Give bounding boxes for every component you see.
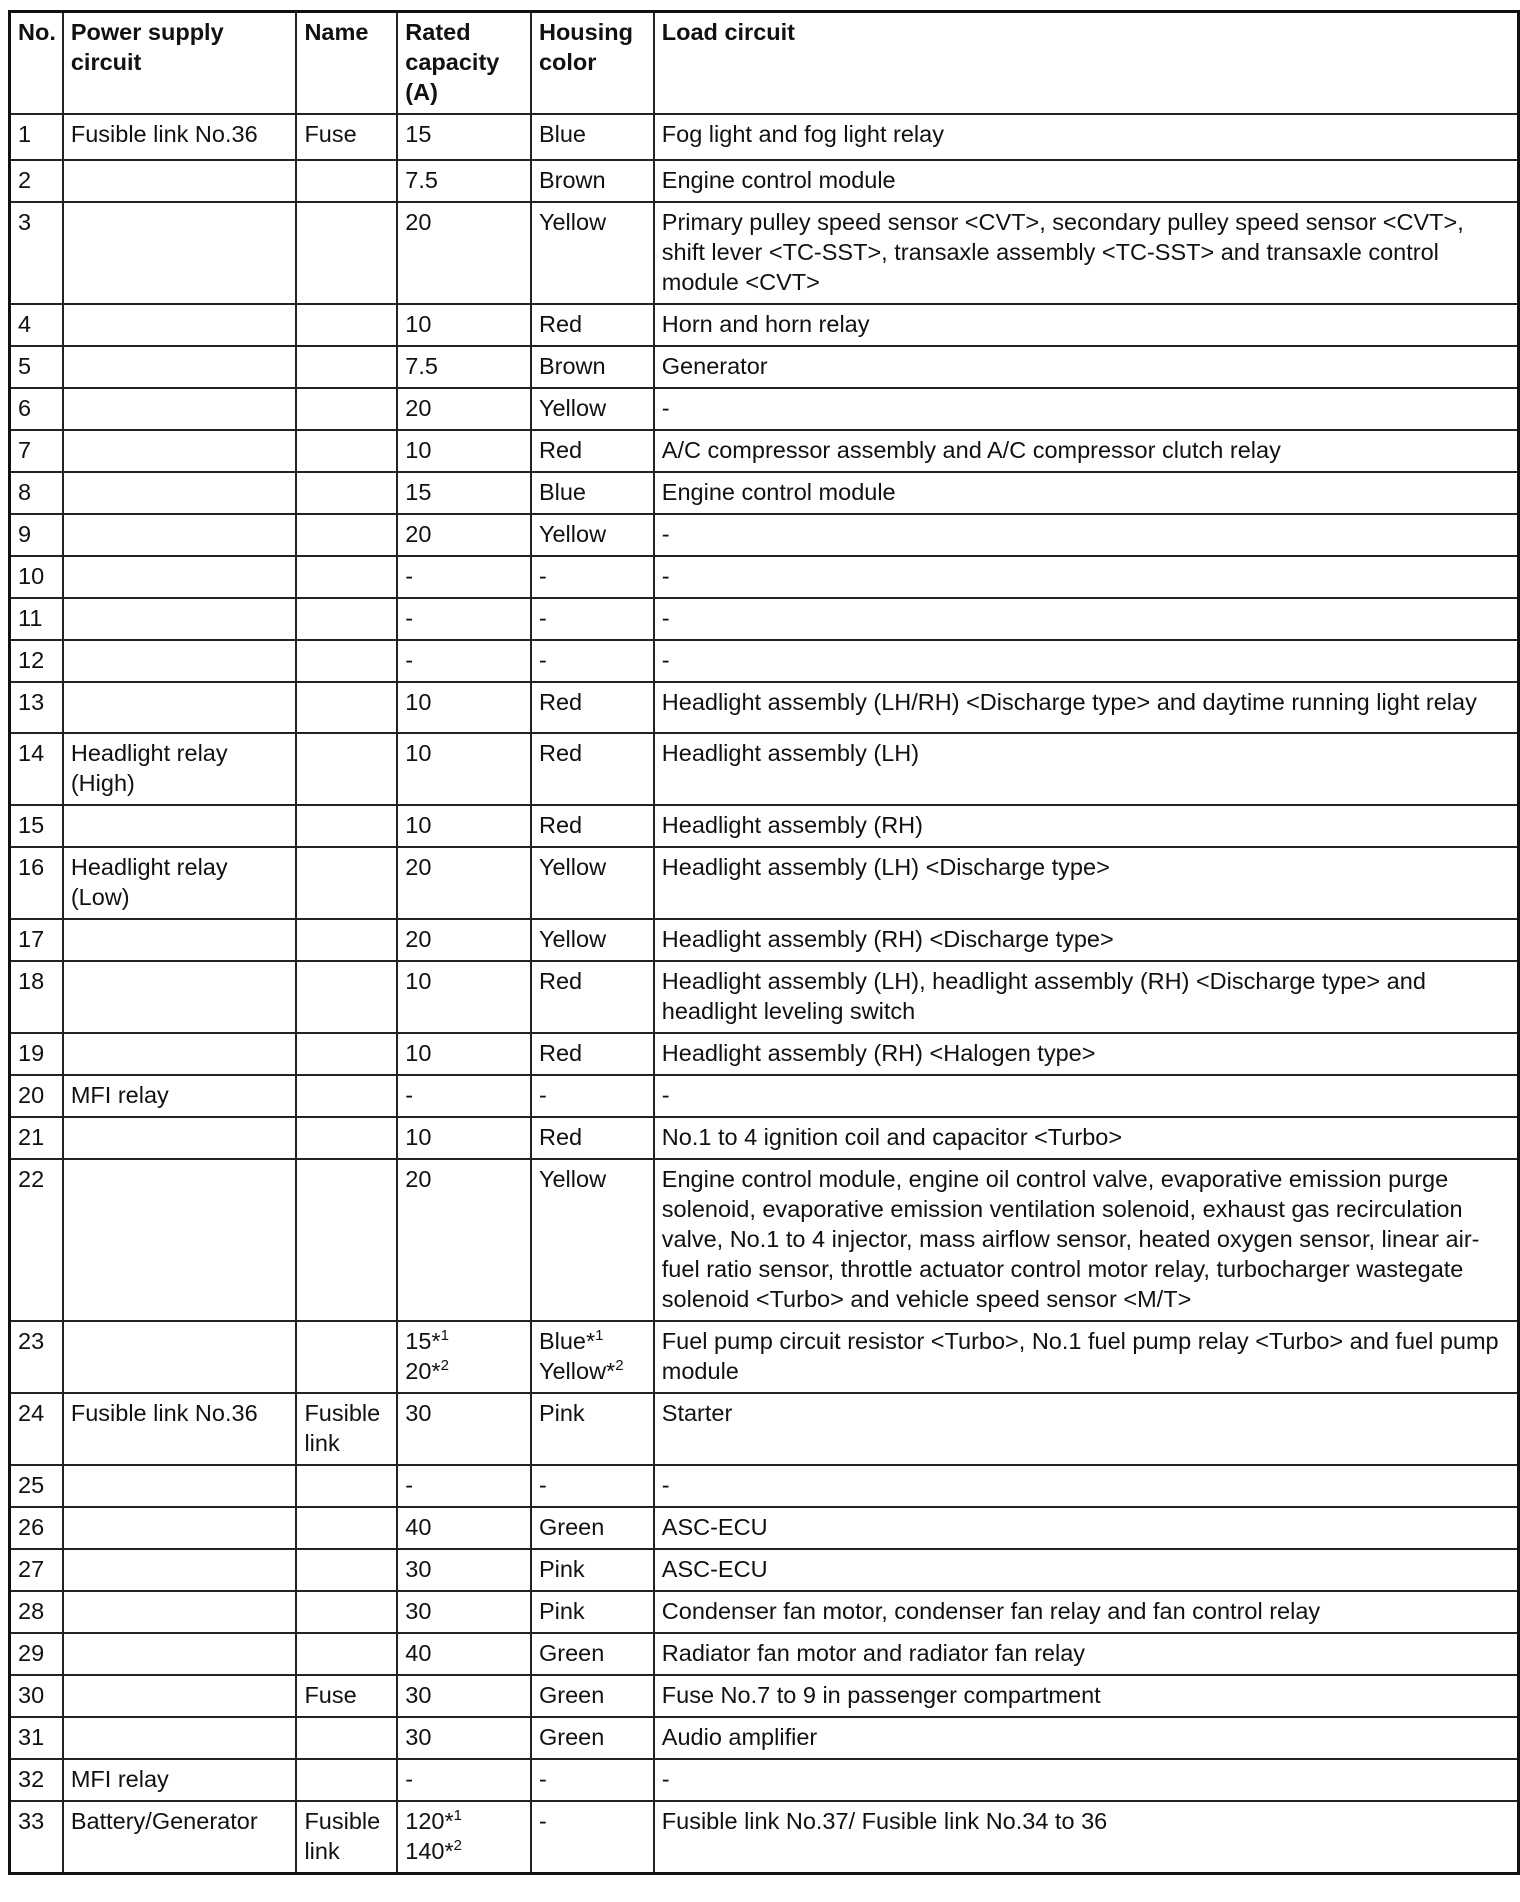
cell-power-supply-circuit: Headlight relay (Low) <box>63 847 297 919</box>
cell-rated-capacity: - <box>397 598 531 640</box>
cell-no: 20 <box>10 1075 63 1117</box>
cell-no: 17 <box>10 919 63 961</box>
table-row <box>10 1117 1519 1159</box>
cell-no: 27 <box>10 1549 63 1591</box>
cell-load-circuit: Fuel pump circuit resistor <Turbo>, No.1 fuel pump relay <Turbo> and fuel pump module <box>654 1321 1519 1393</box>
footnote-marker: 2 <box>453 1837 462 1854</box>
cell-name <box>296 1159 397 1321</box>
header-no: No. <box>10 12 63 115</box>
cell-name <box>296 1321 397 1393</box>
table-row <box>10 304 1519 346</box>
cell-load-circuit: Headlight assembly (RH) <Discharge type> <box>654 919 1519 961</box>
cell-name <box>296 919 397 961</box>
table-row <box>10 114 1519 160</box>
cell-load-circuit: Starter <box>654 1393 1519 1465</box>
table-row <box>10 919 1519 961</box>
cell-load-circuit: Condenser fan motor, condenser fan relay and fan control relay <box>654 1591 1519 1633</box>
cell-power-supply-circuit <box>63 202 297 304</box>
cell-name <box>296 388 397 430</box>
table-row <box>10 805 1519 847</box>
cell-load-circuit: - <box>654 598 1519 640</box>
table-row <box>10 472 1519 514</box>
cell-rated-capacity: 20 <box>397 514 531 556</box>
cell-housing-color: Yellow <box>531 388 654 430</box>
value-text: 120* <box>405 1808 454 1834</box>
cell-power-supply-circuit <box>63 1717 297 1759</box>
cell-load-circuit: Headlight assembly (LH) <Discharge type> <box>654 847 1519 919</box>
cell-housing-color: Yellow <box>531 847 654 919</box>
fuse-table <box>8 10 1520 1875</box>
table-row <box>10 640 1519 682</box>
table-row <box>10 682 1519 733</box>
cell-name <box>296 1033 397 1075</box>
cell-rated-capacity: 10 <box>397 682 531 733</box>
cell-power-supply-circuit <box>63 1507 297 1549</box>
table-row <box>10 1591 1519 1633</box>
cell-power-supply-circuit <box>63 1321 297 1393</box>
footnote-marker: 1 <box>440 1327 449 1344</box>
cell-housing-color: Red <box>531 805 654 847</box>
cell-rated-capacity: 15 <box>397 472 531 514</box>
cell-rated-capacity: 10 <box>397 1033 531 1075</box>
cell-rated-capacity: - <box>397 1759 531 1801</box>
cell-load-circuit: - <box>654 1465 1519 1507</box>
cell-name <box>296 847 397 919</box>
table-row <box>10 556 1519 598</box>
cell-power-supply-circuit: MFI relay <box>63 1075 297 1117</box>
cell-no: 2 <box>10 160 63 202</box>
cell-housing-color: - <box>531 640 654 682</box>
cell-power-supply-circuit <box>63 556 297 598</box>
cell-no: 26 <box>10 1507 63 1549</box>
cell-housing-color: Pink <box>531 1393 654 1465</box>
table-row <box>10 1759 1519 1801</box>
cell-rated-capacity: 30 <box>397 1717 531 1759</box>
cell-no: 7 <box>10 430 63 472</box>
cell-rated-capacity: - <box>397 1075 531 1117</box>
table-row <box>10 1507 1519 1549</box>
cell-housing-color: Red <box>531 682 654 733</box>
table-row <box>10 961 1519 1033</box>
cell-name <box>296 430 397 472</box>
cell-power-supply-circuit <box>63 1159 297 1321</box>
cell-housing-color: Pink <box>531 1549 654 1591</box>
cell-power-supply-circuit <box>63 1633 297 1675</box>
cell-load-circuit: ASC-ECU <box>654 1549 1519 1591</box>
cell-power-supply-circuit: Fusible link No.36 <box>63 1393 297 1465</box>
cell-power-supply-circuit <box>63 1117 297 1159</box>
cell-name: Fusible link <box>296 1393 397 1465</box>
cell-housing-color: Red <box>531 1117 654 1159</box>
cell-name: Fusible link <box>296 1801 397 1874</box>
cell-power-supply-circuit: Battery/Generator <box>63 1801 297 1874</box>
header-name: Name <box>296 12 397 115</box>
value-text: 15* <box>405 1328 441 1354</box>
cell-housing-color: Yellow <box>531 1159 654 1321</box>
footnote-marker: 1 <box>453 1807 462 1824</box>
cell-power-supply-circuit: Headlight relay (High) <box>63 733 297 805</box>
cell-load-circuit: A/C compressor assembly and A/C compressor clutch relay <box>654 430 1519 472</box>
table-row <box>10 598 1519 640</box>
cell-rated-capacity: - <box>397 1465 531 1507</box>
cell-no: 19 <box>10 1033 63 1075</box>
table-row <box>10 1549 1519 1591</box>
cell-no: 13 <box>10 682 63 733</box>
cell-no: 5 <box>10 346 63 388</box>
cell-name <box>296 202 397 304</box>
cell-power-supply-circuit <box>63 304 297 346</box>
cell-power-supply-circuit <box>63 1549 297 1591</box>
cell-no: 9 <box>10 514 63 556</box>
cell-rated-capacity: 10 <box>397 430 531 472</box>
cell-name <box>296 1465 397 1507</box>
cell-housing-color: Red <box>531 430 654 472</box>
cell-name <box>296 805 397 847</box>
cell-load-circuit: Headlight assembly (LH/RH) <Discharge type> and daytime running light relay <box>654 682 1519 733</box>
cell-housing-color: Green <box>531 1507 654 1549</box>
cell-rated-capacity: 30 <box>397 1549 531 1591</box>
cell-load-circuit: Headlight assembly (RH) <box>654 805 1519 847</box>
cell-power-supply-circuit <box>63 1465 297 1507</box>
cell-power-supply-circuit: MFI relay <box>63 1759 297 1801</box>
cell-load-circuit: Fusible link No.37/ Fusible link No.34 to 36 <box>654 1801 1519 1874</box>
table-body <box>10 114 1519 1874</box>
cell-no: 25 <box>10 1465 63 1507</box>
cell-rated-capacity: 40 <box>397 1507 531 1549</box>
cell-rated-capacity: 20 <box>397 388 531 430</box>
cell-no: 15 <box>10 805 63 847</box>
cell-rated-capacity: 10 <box>397 304 531 346</box>
value-text: 20* <box>405 1358 441 1384</box>
table-row <box>10 1393 1519 1465</box>
table-row <box>10 1033 1519 1075</box>
table-row <box>10 847 1519 919</box>
cell-rated-capacity: 20 <box>397 202 531 304</box>
cell-no: 8 <box>10 472 63 514</box>
cell-power-supply-circuit <box>63 346 297 388</box>
cell-rated-capacity: 20 <box>397 1159 531 1321</box>
table-row <box>10 346 1519 388</box>
cell-load-circuit: ASC-ECU <box>654 1507 1519 1549</box>
cell-load-circuit: - <box>654 388 1519 430</box>
cell-housing-color: Blue <box>531 472 654 514</box>
cell-power-supply-circuit <box>63 598 297 640</box>
cell-no: 22 <box>10 1159 63 1321</box>
cell-load-circuit: Generator <box>654 346 1519 388</box>
cell-no: 1 <box>10 114 63 160</box>
header-power-supply-circuit: Power supply circuit <box>63 12 297 115</box>
cell-load-circuit: Fog light and fog light relay <box>654 114 1519 160</box>
cell-name <box>296 160 397 202</box>
cell-load-circuit: - <box>654 1075 1519 1117</box>
cell-name <box>296 1633 397 1675</box>
cell-name <box>296 1117 397 1159</box>
cell-power-supply-circuit <box>63 919 297 961</box>
cell-load-circuit: Headlight assembly (RH) <Halogen type> <box>654 1033 1519 1075</box>
value-text: Yellow* <box>538 1358 616 1384</box>
cell-name <box>296 304 397 346</box>
cell-name <box>296 472 397 514</box>
cell-housing-color: Green <box>531 1633 654 1675</box>
cell-no: 28 <box>10 1591 63 1633</box>
cell-housing-color: - <box>531 1075 654 1117</box>
table-row <box>10 202 1519 304</box>
cell-housing-color: Yellow <box>531 202 654 304</box>
cell-no: 11 <box>10 598 63 640</box>
cell-rated-capacity: 15 <box>397 114 531 160</box>
cell-no: 32 <box>10 1759 63 1801</box>
cell-rated-capacity: 10 <box>397 1117 531 1159</box>
cell-rated-capacity: 10 <box>397 733 531 805</box>
cell-no: 18 <box>10 961 63 1033</box>
cell-load-circuit: Fuse No.7 to 9 in passenger compartment <box>654 1675 1519 1717</box>
cell-power-supply-circuit <box>63 682 297 733</box>
cell-power-supply-circuit <box>63 514 297 556</box>
cell-power-supply-circuit <box>63 472 297 514</box>
table-row <box>10 1633 1519 1675</box>
cell-rated-capacity: 7.5 <box>397 160 531 202</box>
cell-no: 14 <box>10 733 63 805</box>
cell-load-circuit: No.1 to 4 ignition coil and capacitor <Turbo> <box>654 1117 1519 1159</box>
cell-power-supply-circuit <box>63 430 297 472</box>
cell-housing-color: Blue <box>531 114 654 160</box>
cell-housing-color: Green <box>531 1675 654 1717</box>
table-row <box>10 733 1519 805</box>
cell-load-circuit: - <box>654 1759 1519 1801</box>
cell-housing-color: Yellow <box>531 919 654 961</box>
cell-power-supply-circuit <box>63 160 297 202</box>
cell-load-circuit: Headlight assembly (LH), headlight assembly (RH) <Discharge type> and headlight leveling switch <box>654 961 1519 1033</box>
header-housing-color: Housing color <box>531 12 654 115</box>
cell-name <box>296 598 397 640</box>
cell-power-supply-circuit <box>63 1033 297 1075</box>
cell-name <box>296 346 397 388</box>
table-row <box>10 1465 1519 1507</box>
table-row <box>10 1801 1519 1874</box>
cell-name <box>296 556 397 598</box>
cell-name <box>296 733 397 805</box>
cell-load-circuit: Radiator fan motor and radiator fan relay <box>654 1633 1519 1675</box>
cell-name <box>296 1507 397 1549</box>
cell-housing-color: Red <box>531 304 654 346</box>
cell-rated-capacity: - <box>397 640 531 682</box>
cell-housing-color: Brown <box>531 346 654 388</box>
cell-housing-color: Brown <box>531 160 654 202</box>
cell-rated-capacity <box>397 1801 531 1874</box>
cell-power-supply-circuit <box>63 640 297 682</box>
cell-name: Fuse <box>296 114 397 160</box>
cell-name <box>296 682 397 733</box>
cell-rated-capacity: 40 <box>397 1633 531 1675</box>
table-row <box>10 160 1519 202</box>
cell-load-circuit: - <box>654 640 1519 682</box>
footnote-marker: 2 <box>440 1357 449 1374</box>
header-load-circuit: Load circuit <box>654 12 1519 115</box>
table-row <box>10 1075 1519 1117</box>
cell-load-circuit: - <box>654 514 1519 556</box>
cell-rated-capacity: - <box>397 556 531 598</box>
cell-housing-color <box>531 1321 654 1393</box>
footnote-marker: 2 <box>615 1357 624 1374</box>
table-row <box>10 1321 1519 1393</box>
cell-load-circuit: - <box>654 556 1519 598</box>
fuse-table-container <box>8 10 1520 1875</box>
cell-load-circuit: Engine control module <box>654 472 1519 514</box>
value-text: Blue* <box>538 1328 596 1354</box>
cell-rated-capacity: 10 <box>397 805 531 847</box>
cell-rated-capacity: 10 <box>397 961 531 1033</box>
table-row <box>10 514 1519 556</box>
cell-no: 33 <box>10 1801 63 1874</box>
cell-rated-capacity <box>397 1321 531 1393</box>
cell-rated-capacity: 30 <box>397 1393 531 1465</box>
cell-load-circuit: Audio amplifier <box>654 1717 1519 1759</box>
cell-no: 4 <box>10 304 63 346</box>
cell-housing-color: Pink <box>531 1591 654 1633</box>
cell-housing-color: - <box>531 598 654 640</box>
cell-power-supply-circuit <box>63 805 297 847</box>
cell-load-circuit: Engine control module, engine oil control valve, evaporative emission purge solenoid, evaporative emission ventilation solenoid, exhaust gas recirculation valve, No.1 to 4 injector, mass airflow sensor, heated oxygen sensor, linear air-fuel ratio sensor, throttle actuator control motor relay, turbocharger wastegate solenoid <Turbo> and vehicle speed sensor <M/T> <box>654 1159 1519 1321</box>
cell-no: 3 <box>10 202 63 304</box>
cell-housing-color: Yellow <box>531 514 654 556</box>
table-header-row <box>10 12 1519 115</box>
cell-load-circuit: Engine control module <box>654 160 1519 202</box>
cell-housing-color: Green <box>531 1717 654 1759</box>
table-row <box>10 1675 1519 1717</box>
cell-rated-capacity: 30 <box>397 1675 531 1717</box>
cell-no: 24 <box>10 1393 63 1465</box>
cell-name <box>296 1591 397 1633</box>
cell-power-supply-circuit <box>63 961 297 1033</box>
cell-housing-color: - <box>531 1759 654 1801</box>
cell-power-supply-circuit <box>63 1591 297 1633</box>
cell-no: 29 <box>10 1633 63 1675</box>
cell-rated-capacity: 7.5 <box>397 346 531 388</box>
cell-no: 30 <box>10 1675 63 1717</box>
cell-no: 10 <box>10 556 63 598</box>
table-row <box>10 1159 1519 1321</box>
cell-housing-color: - <box>531 1801 654 1874</box>
cell-no: 12 <box>10 640 63 682</box>
cell-housing-color: Red <box>531 1033 654 1075</box>
cell-no: 31 <box>10 1717 63 1759</box>
cell-name <box>296 961 397 1033</box>
cell-no: 6 <box>10 388 63 430</box>
cell-name <box>296 514 397 556</box>
cell-no: 16 <box>10 847 63 919</box>
cell-rated-capacity: 30 <box>397 1591 531 1633</box>
cell-name <box>296 1549 397 1591</box>
cell-housing-color: Red <box>531 733 654 805</box>
cell-rated-capacity: 20 <box>397 847 531 919</box>
cell-name <box>296 1759 397 1801</box>
cell-housing-color: Red <box>531 961 654 1033</box>
cell-no: 23 <box>10 1321 63 1393</box>
cell-power-supply-circuit <box>63 388 297 430</box>
cell-housing-color: - <box>531 556 654 598</box>
header-rated-capacity: Rated capacity (A) <box>397 12 531 115</box>
cell-name <box>296 640 397 682</box>
cell-housing-color: - <box>531 1465 654 1507</box>
table-row <box>10 1717 1519 1759</box>
cell-load-circuit: Horn and horn relay <box>654 304 1519 346</box>
cell-name: Fuse <box>296 1675 397 1717</box>
footnote-marker: 1 <box>595 1327 604 1344</box>
cell-name <box>296 1717 397 1759</box>
cell-name <box>296 1075 397 1117</box>
table-row <box>10 388 1519 430</box>
value-text: 140* <box>405 1838 454 1864</box>
cell-power-supply-circuit <box>63 1675 297 1717</box>
table-row <box>10 430 1519 472</box>
cell-load-circuit: Primary pulley speed sensor <CVT>, secondary pulley speed sensor <CVT>, shift lever <TC-SST>, transaxle assembly <TC-SST> and transaxle control module <CVT> <box>654 202 1519 304</box>
cell-no: 21 <box>10 1117 63 1159</box>
cell-rated-capacity: 20 <box>397 919 531 961</box>
cell-load-circuit: Headlight assembly (LH) <box>654 733 1519 805</box>
cell-power-supply-circuit: Fusible link No.36 <box>63 114 297 160</box>
